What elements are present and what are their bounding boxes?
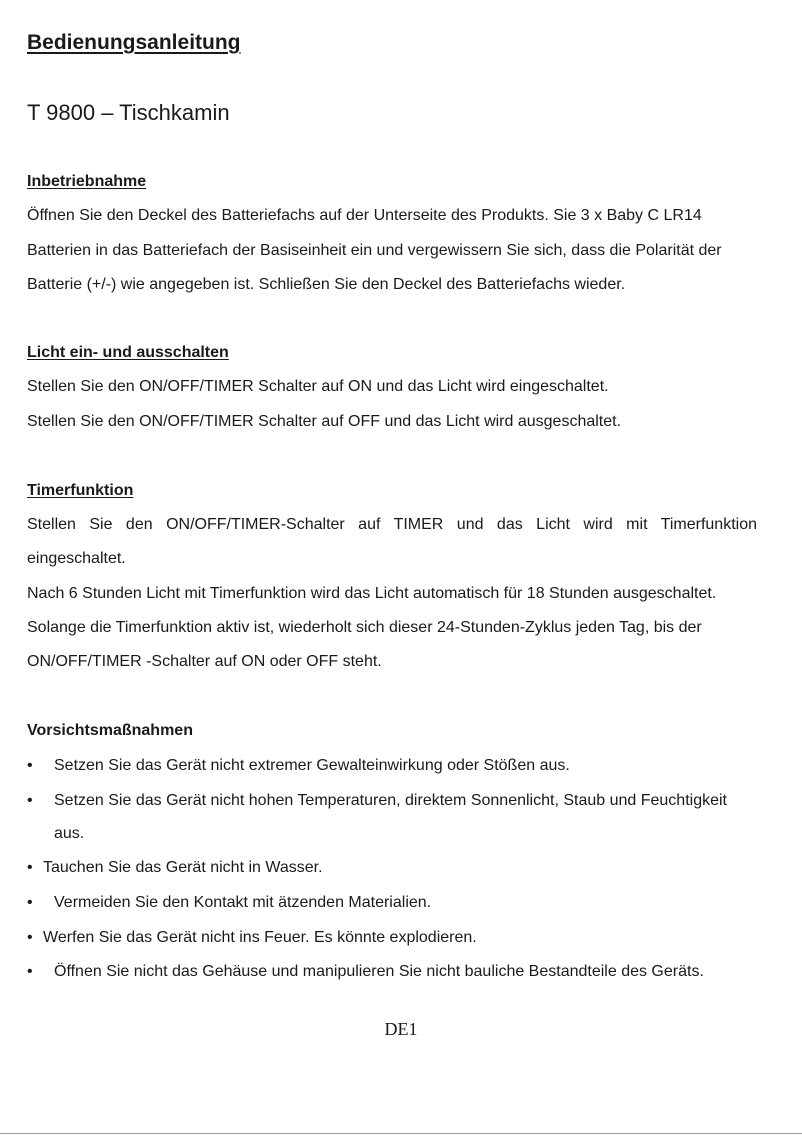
paragraph-line: Nach 6 Stunden Licht mit Timerfunktion wird das Licht automatisch für 18 Stunden ausgeschaltet. (27, 585, 717, 602)
list-item: Vermeiden Sie den Kontakt mit ätzenden Materialien. (54, 894, 432, 911)
paragraph-line: Batterie (+/-) wie angegeben ist. Schließen Sie den Deckel des Batteriefachs wieder. (27, 276, 626, 293)
paragraph-line: Batterien in das Batteriefach der Basiseinheit ein und vergewissern Sie sich, dass die Polarität der (27, 242, 722, 259)
section-heading-inbetriebnahme: Inbetriebnahme (27, 173, 147, 190)
section-heading-timer: Timerfunktion (27, 482, 134, 499)
page-bottom-divider (0, 1133, 802, 1134)
section-heading-vorsicht: Vorsichtsmaßnahmen (27, 722, 193, 739)
list-item: Tauchen Sie das Gerät nicht in Wasser. (43, 859, 323, 876)
list-item: Setzen Sie das Gerät nicht hohen Temperaturen, direktem Sonnenlicht, Staub und Feuchtigkeit (54, 792, 727, 809)
page-number: DE1 (384, 1019, 418, 1039)
bullet-icon: • (27, 757, 33, 774)
bullet-icon: • (27, 929, 33, 946)
bullet-icon: • (27, 963, 33, 980)
bullet-icon: • (27, 894, 33, 911)
paragraph-line: Solange die Timerfunktion aktiv ist, wiederholt sich dieser 24-Stunden-Zyklus jeden Tag, bis der (27, 619, 702, 636)
list-item: Werfen Sie das Gerät nicht ins Feuer. Es könnte explodieren. (43, 929, 477, 946)
paragraph-line: Stellen Sie den ON/OFF/TIMER Schalter auf OFF und das Licht wird ausgeschaltet. (27, 413, 622, 430)
paragraph-line: Öffnen Sie den Deckel des Batteriefachs auf der Unterseite des Produkts. Sie 3 x Baby C LR14 (27, 207, 702, 224)
bullet-icon: • (27, 859, 33, 876)
bullet-icon: • (27, 792, 33, 809)
paragraph-line: eingeschaltet. (27, 550, 126, 567)
page-title: Bedienungsanleitung (27, 31, 241, 54)
paragraph-line: Stellen Sie den ON/OFF/TIMER Schalter auf ON und das Licht wird eingeschaltet. (27, 378, 609, 395)
product-title: T 9800 – Tischkamin (27, 100, 230, 125)
list-item-continuation: aus. (54, 825, 85, 842)
list-item: Setzen Sie das Gerät nicht extremer Gewalteinwirkung oder Stößen aus. (54, 757, 570, 774)
paragraph-line: Stellen Sie den ON/OFF/TIMER-Schalter auf TIMER und das Licht wird mit Timerfunktion (27, 516, 757, 533)
list-item: Öffnen Sie nicht das Gehäuse und manipulieren Sie nicht bauliche Bestandteile des Geräts. (54, 963, 704, 980)
paragraph-line: ON/OFF/TIMER -Schalter auf ON oder OFF steht. (27, 653, 382, 670)
section-heading-licht: Licht ein- und ausschalten (27, 344, 229, 361)
